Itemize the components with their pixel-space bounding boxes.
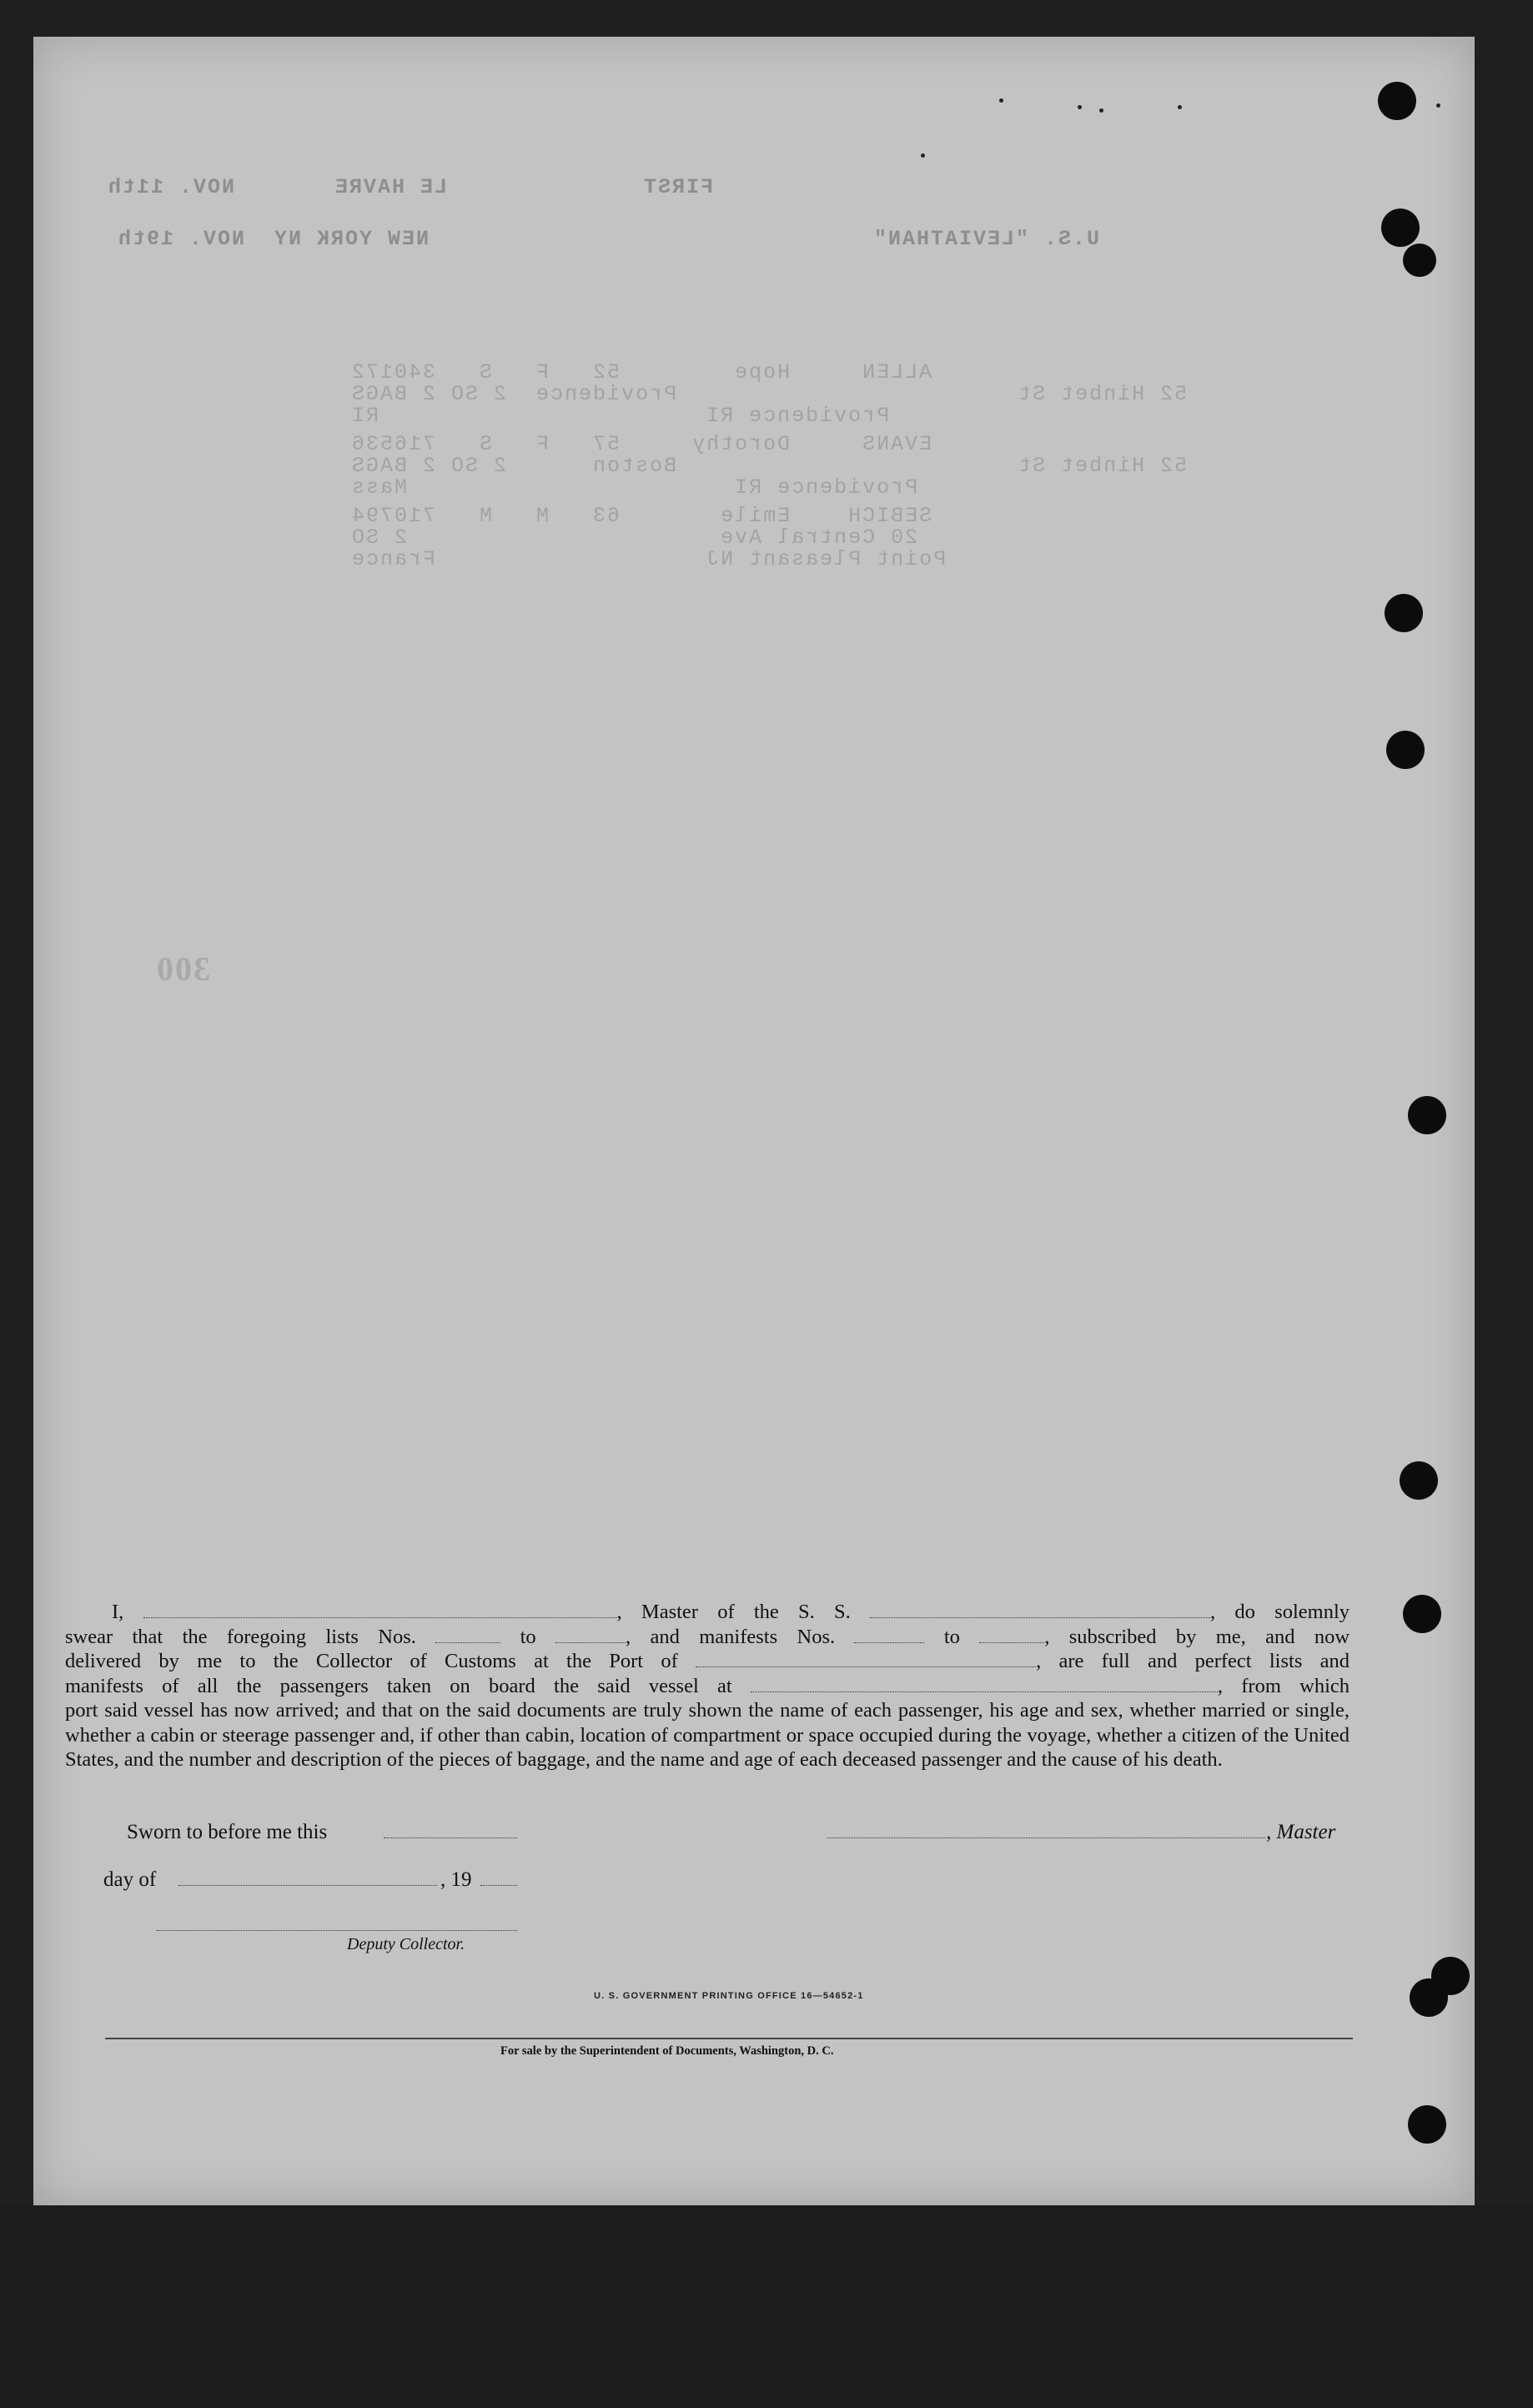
oath-to: to bbox=[943, 1625, 960, 1648]
deputy-signature-blank bbox=[157, 1930, 517, 1931]
oath-from-which: , from which bbox=[1217, 1674, 1350, 1697]
oath-solemnly: , do solemnly bbox=[1210, 1601, 1350, 1623]
binder-hole bbox=[1403, 1595, 1441, 1633]
oath-i: I, bbox=[112, 1601, 124, 1623]
list-from-blank bbox=[435, 1627, 500, 1643]
bleed-row: 52 Hinbet St Providence 2 SO 2 BAGS bbox=[350, 382, 1188, 406]
bleed-stamp: 300 bbox=[155, 950, 210, 988]
list-to-blank bbox=[555, 1627, 626, 1643]
bleed-row: Providence RI RI bbox=[350, 404, 890, 428]
manifest-to-blank bbox=[979, 1627, 1044, 1643]
oath-subscribed: , subscribed by me, and now bbox=[1044, 1625, 1350, 1648]
speck bbox=[1436, 103, 1440, 108]
printing-office-imprint: U. S. GOVERNMENT PRINTING OFFICE 16—54652-1 bbox=[594, 1991, 864, 2001]
binder-hole bbox=[1403, 244, 1436, 277]
master-signature-blank bbox=[827, 1837, 1265, 1838]
bleed-row: Point Pleasant NJ France bbox=[350, 547, 947, 571]
bleed-row: SEBICH Emile 63 M M 710794 bbox=[350, 504, 932, 528]
bleed-ship: U.S. "LEVIATHAN" bbox=[872, 227, 1100, 251]
oath-lists-nos: swear that the foregoing lists Nos. bbox=[65, 1625, 416, 1648]
oath-master-of: , Master of the S. S. bbox=[616, 1601, 851, 1623]
oath-full-perfect: , are full and perfect lists and bbox=[1036, 1650, 1350, 1672]
oath-paragraph bbox=[65, 1600, 1350, 1772]
oath-body: port said vessel has now arrived; and that on the said documents are truly shown the name of each passenger, his age and sex, whether married or single, whether a cabin or steerage passenger and, if other than cabin, location of compartment or space occupied during the voyage, whether a citizen of the United States, and the number and description of the pieces of baggage, and the name and age of each deceased passenger and the cause of his death. bbox=[65, 1699, 1350, 1771]
oath-vessel-at: manifests of all the passengers taken on board the said vessel at bbox=[65, 1674, 732, 1697]
bleed-arrival: NEW YORK NY NOV. 19th bbox=[117, 227, 430, 251]
footer-rule bbox=[105, 2038, 1353, 2039]
speck bbox=[999, 98, 1003, 103]
bleed-row: ALLEN Hope 52 F S 340172 bbox=[350, 360, 932, 385]
scan-background bbox=[0, 2206, 1533, 2408]
binder-hole bbox=[1400, 1461, 1438, 1500]
binder-hole bbox=[1408, 2105, 1446, 2144]
embark-port-blank bbox=[751, 1677, 1218, 1692]
deputy-collector-label: Deputy Collector. bbox=[347, 1935, 465, 1953]
binder-hole bbox=[1381, 209, 1420, 247]
oath-manifests-nos: , and manifests Nos. bbox=[626, 1625, 836, 1648]
binder-hole bbox=[1408, 1096, 1446, 1134]
speck bbox=[1078, 105, 1082, 109]
year-label: , 19 bbox=[440, 1868, 472, 1891]
bleed-row: EVANS Dorothy 57 F S 716536 bbox=[350, 432, 932, 456]
port-blank bbox=[696, 1651, 1036, 1667]
ship-name-blank bbox=[870, 1602, 1210, 1618]
manifest-from-blank bbox=[854, 1627, 924, 1643]
day-blank bbox=[178, 1885, 437, 1886]
bleed-port: LE HAVRE bbox=[334, 175, 448, 199]
binder-hole bbox=[1410, 1978, 1448, 2017]
oath-port-of: delivered by me to the Collector of Customs at the Port of bbox=[65, 1650, 678, 1672]
master-name-blank bbox=[143, 1602, 617, 1618]
master-label: , Master bbox=[1266, 1821, 1336, 1843]
binder-hole bbox=[1386, 731, 1425, 769]
oath-to: to bbox=[520, 1625, 536, 1648]
speck bbox=[1099, 108, 1103, 113]
bleed-row: 20 Central Ave 2 SO bbox=[350, 525, 918, 550]
sworn-blank bbox=[384, 1837, 517, 1838]
bleed-class: FIRST bbox=[642, 175, 714, 199]
speck bbox=[921, 153, 925, 158]
bleed-date: NOV. 11th bbox=[107, 175, 235, 199]
sworn-label: Sworn to before me this bbox=[127, 1821, 328, 1843]
bleed-row: Providence RI Mass bbox=[350, 475, 918, 500]
binder-hole bbox=[1385, 594, 1423, 632]
year-blank bbox=[480, 1885, 517, 1886]
speck bbox=[1178, 105, 1182, 109]
binder-hole bbox=[1378, 82, 1416, 120]
bleed-row: 52 Hinbet St Boston 2 SO 2 BAGS bbox=[350, 454, 1188, 478]
for-sale-notice: For sale by the Superintendent of Documents, Washington, D. C. bbox=[500, 2044, 834, 2058]
day-of-label: day of bbox=[103, 1868, 157, 1891]
